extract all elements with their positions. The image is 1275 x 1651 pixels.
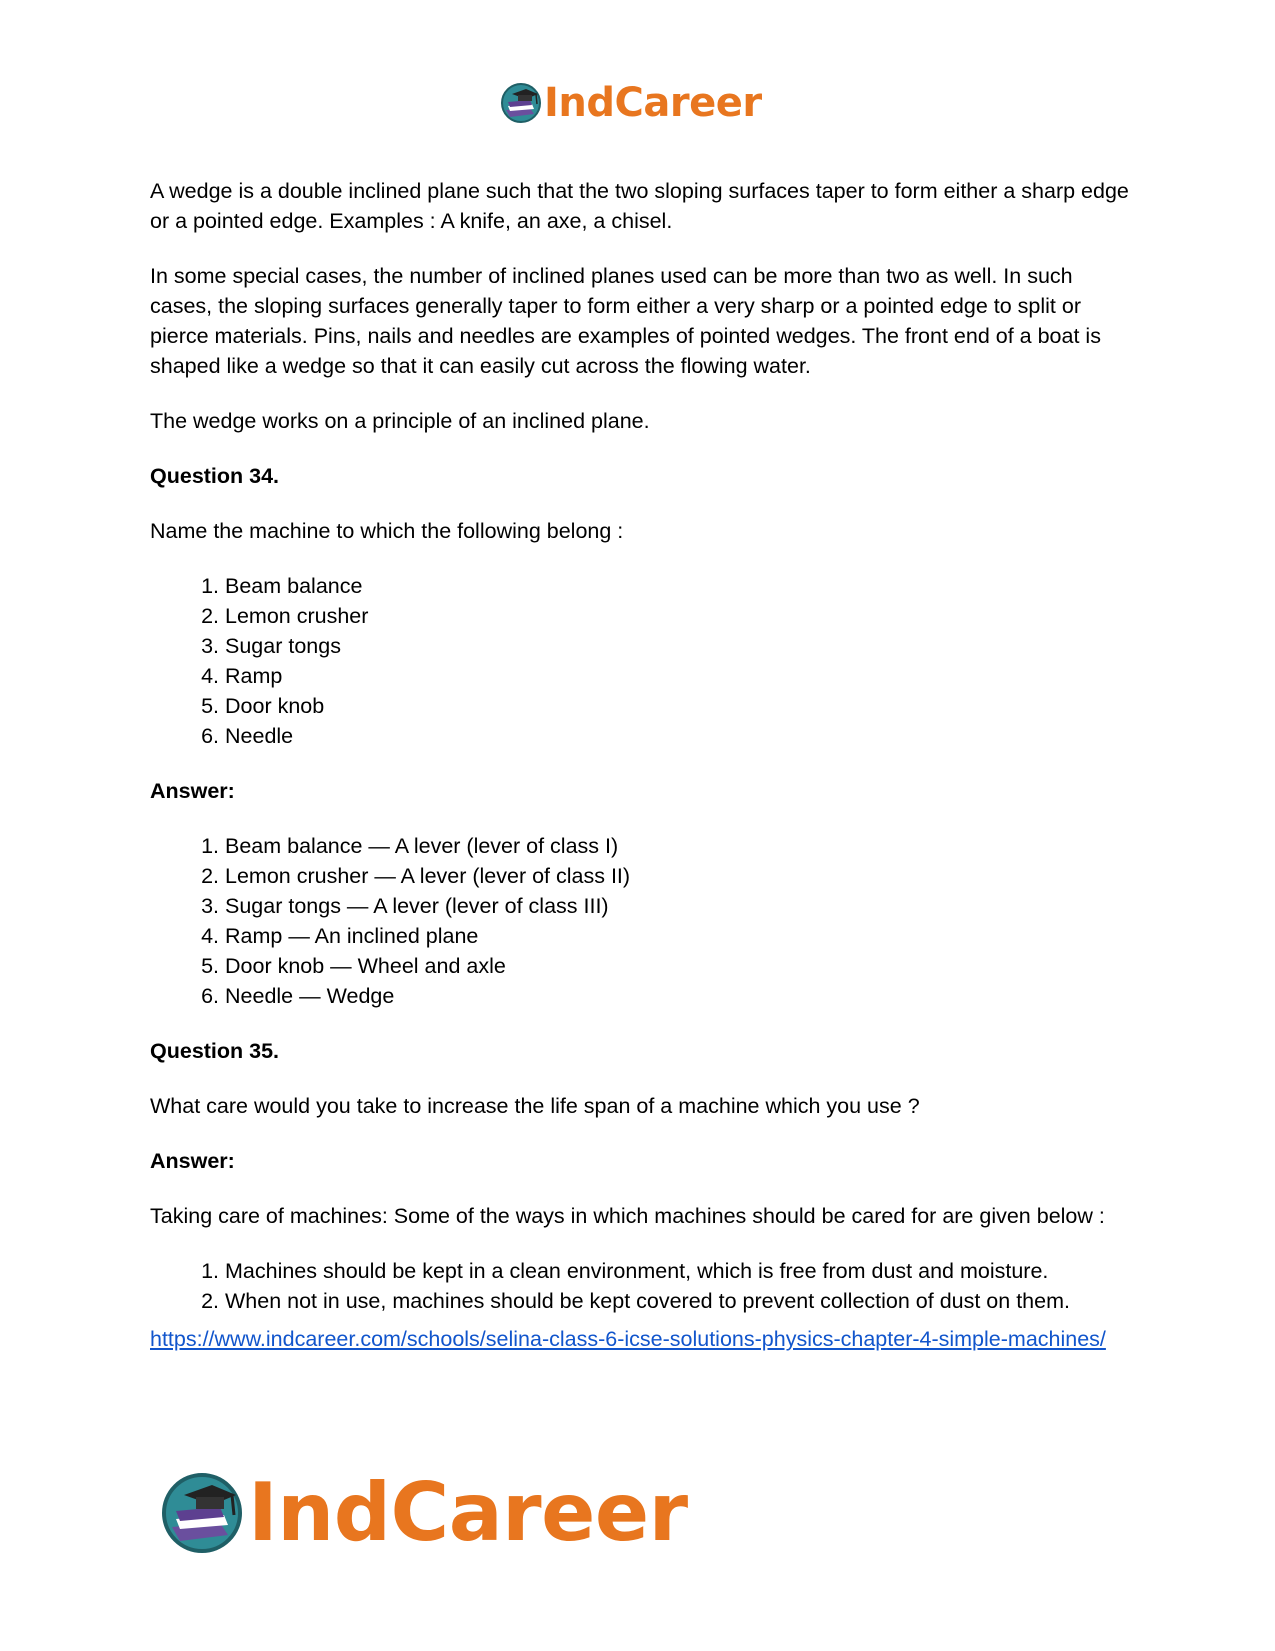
source-link[interactable]: https://www.indcareer.com/schools/selina-class-6-icse-solutions-physics-chapter-4-simple-machines/ bbox=[150, 1327, 1106, 1351]
question-35-answers bbox=[150, 1256, 1130, 1316]
question-35-answer-heading: Answer: bbox=[150, 1149, 235, 1173]
question-35-intro: Taking care of machines: Some of the ways in which machines should be cared for are given below : bbox=[150, 1204, 1105, 1228]
paragraph-wedge-principle: The wedge works on a principle of an inclined plane. bbox=[150, 409, 650, 433]
footer-logo bbox=[160, 1466, 688, 1559]
brand-name: IndCareer bbox=[248, 1466, 688, 1559]
paragraph-special-cases: In some special cases, the number of inclined planes used can be more than two as well. In such cases, the sloping surfaces generally taper to form either a very sharp or a pointed edge to split or pierce materials. Pins, nails and needles are examples of pointed wedges. The front end of a boat is shaped like a wedge so that it can easily cut across the flowing water. bbox=[150, 264, 1101, 378]
list-item: 5. Door knob — Wheel and axle bbox=[225, 951, 1130, 981]
document-body bbox=[150, 176, 1130, 1354]
question-34-items bbox=[150, 571, 1130, 751]
header-logo bbox=[500, 78, 762, 128]
graduation-cap-globe-icon bbox=[500, 82, 542, 124]
list-item: 3. Sugar tongs bbox=[225, 631, 1130, 661]
list-item: 4. Ramp bbox=[225, 661, 1130, 691]
brand-wordmark bbox=[544, 80, 762, 126]
list-item: 1. Beam balance bbox=[225, 571, 1130, 601]
list-item: 5. Door knob bbox=[225, 691, 1130, 721]
list-item: 4. Ramp — An inclined plane bbox=[225, 921, 1130, 951]
question-34-heading: Question 34. bbox=[150, 464, 280, 488]
question-35-heading: Question 35. bbox=[150, 1039, 280, 1063]
list-item: 2. Lemon crusher — A lever (lever of class II) bbox=[225, 861, 1130, 891]
list-item: 6. Needle bbox=[225, 721, 1130, 751]
list-item: 2. Lemon crusher bbox=[225, 601, 1130, 631]
question-34-prompt: Name the machine to which the following belong : bbox=[150, 519, 624, 543]
paragraph-wedge-definition: A wedge is a double inclined plane such that the two sloping surfaces taper to form either a sharp edge or a pointed edge. Examples : A knife, an axe, a chisel. bbox=[150, 179, 1129, 233]
list-item: 6. Needle — Wedge bbox=[225, 981, 1130, 1011]
brand-wordmark bbox=[248, 1466, 688, 1559]
brand-name: IndCareer bbox=[544, 80, 762, 126]
graduation-cap-globe-icon bbox=[160, 1471, 244, 1555]
question-34-answers bbox=[150, 831, 1130, 1011]
list-item: 1. Beam balance — A lever (lever of class I) bbox=[225, 831, 1130, 861]
list-item: 2. When not in use, machines should be kept covered to prevent collection of dust on them. bbox=[225, 1286, 1130, 1316]
list-item: 3. Sugar tongs — A lever (lever of class III) bbox=[225, 891, 1130, 921]
question-35-prompt: What care would you take to increase the life span of a machine which you use ? bbox=[150, 1094, 920, 1118]
question-34-answer-heading: Answer: bbox=[150, 779, 235, 803]
list-item: 1. Machines should be kept in a clean environment, which is free from dust and moisture. bbox=[225, 1256, 1130, 1286]
